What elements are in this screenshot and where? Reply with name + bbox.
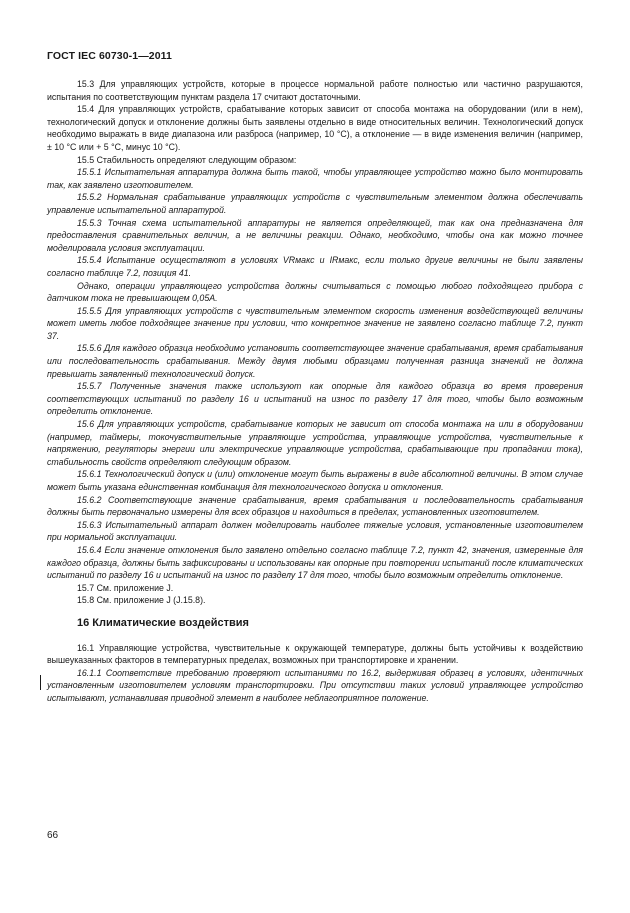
paragraph-15-6: 15.6 Для управляющих устройств, срабатывание которых не зависит от способа монтажа на или в оборудовании (например, таймеры, токочувствительные управляющие устройства, управляющие устройства, чувствительные к напряжению, регуляторы энергии или электрические управляющие устройства, срабатывающие при пропадании тока), стабильность свойств определяют следующим образом. bbox=[47, 419, 583, 467]
paragraph-16-1-1: 16.1.1 Соответствие требованию проверяют испытаниями по 16.2, выдерживая образец в условиях, идентичных установленным изготовителем условиям транспортировки. При отсутствии таких условий управляющее устройство испытывают, устанавливая приводной элемент в наиболее неблагоприятное положение. bbox=[47, 667, 583, 703]
paragraph-15-6-3: 15.6.3 Испытательный аппарат должен моделировать наиболее тяжелые условия, установленные изготовителем при нормальной эксплуатации. bbox=[47, 519, 583, 543]
paragraph-15-5-6: 15.5.6 Для каждого образца необходимо установить соответствующее значение срабатывания, время срабатывания или последовательность срабатывания. Между двумя любыми образцами полученная разница значений не должна превышать заявленный технологический допуск. bbox=[47, 343, 583, 379]
paragraph-15-6-1: 15.6.1 Технологический допуск и (или) отклонение могут быть выражены в виде абсолютной величины. В этом случае может быть указана единственная комбинация для технологического допуска и отклонения. bbox=[47, 469, 583, 492]
paragraph-15-6-4: 15.6.4 Если значение отклонения было заявлено отдельно согласно таблице 7.2, пункт 42, значения, измеренные для каждого образца, должны быть зафиксированы и использованы как опорные при повторении испытаний после климатических испытаний по разделу 16 и испытаний на износ по разделу 17 для того, чтобы было возможным определить отклонение. bbox=[47, 544, 583, 581]
section-16-title: 16 Климатические воздействия bbox=[77, 616, 249, 629]
paragraph-15-5-5: 15.5.5 Для управляющих устройств с чувствительным элементом скорость изменения воздействующей величины может иметь любое подходящее значение при условии, что конкретное значение не заявлено согласно таблице 7.2, пункт 37. bbox=[47, 305, 583, 341]
change-bar bbox=[40, 675, 41, 690]
paragraph-16-1: 16.1 Управляющие устройства, чувствительные к окружающей температуре, должны быть устойчивы к воздействию вышеуказанных факторов в температурных пределах, возможных при транспортировке и хранении. bbox=[47, 642, 583, 666]
paragraph-15-5-3: 15.5.3 Точная схема испытательной аппаратуры не является определяющей, так как она предназначена для предоставления сравнительных величин, а не величины реакции. Однако, необходимо, чтобы она как можно точнее моделировала условия эксплуатации. bbox=[47, 217, 583, 253]
page-number: 66 bbox=[47, 830, 59, 841]
paragraph-15-5-2: 15.5.2 Нормальная срабатывание управляющих устройств с чувствительным элементом должна обеспечивать управление испытательной аппаратурой. bbox=[47, 192, 583, 215]
paragraph-15-6-2: 15.6.2 Соответствующие значение срабатывания, время срабатывания и последовательность срабатывания должны быть первоначально измерены для всех образцов и находиться в пределах, установленных изготовителем. bbox=[47, 494, 583, 518]
paragraph-15-8: 15.8 См. приложение J (J.15.8). bbox=[77, 595, 206, 606]
paragraph-15-3: 15.3 Для управляющих устройств, которые в процессе нормальной работе полностью или частично разрушаются, испытания по соответствующим пунктам раздела 17 считают достаточными. bbox=[47, 79, 583, 102]
paragraph-15-5-4: 15.5.4 Испытание осуществляют в условиях VRмакс и IRмакс, если только другие величины не были заявлены согласно таблице 7.2, позиция 41. bbox=[47, 255, 583, 278]
document-header: ГОСТ IEC 60730-1—2011 bbox=[47, 50, 172, 62]
paragraph-15-5-7: 15.5.7 Полученные значения также используют как опорные для каждого образца во время проверения соответствующих испытаний по разделу 16 и испытаний на износ по разделу 17 для того, чтобы было возможным определить отклонение. bbox=[47, 381, 583, 417]
paragraph-15-7: 15.7 См. приложение J. bbox=[77, 582, 174, 593]
paragraph-15-5-4-note: Однако, операции управляющего устройства должны считываться с помощью любого подходящего прибора с датчиком тока не превышающем 0,05А. bbox=[47, 280, 583, 304]
paragraph-15-5-1: 15.5.1 Испытательная аппаратура должна быть такой, чтобы управляющее устройство можно было монтировать так, как заявлено изготовителем. bbox=[47, 167, 583, 190]
section-gap bbox=[47, 607, 583, 617]
document-body bbox=[47, 78, 583, 705]
paragraph-15-5: 15.5 Стабильность определяют следующим образом: bbox=[77, 154, 297, 165]
paragraph-15-4: 15.4 Для управляющих устройств, срабатывание которых зависит от способа монтажа на оборудовании (или в нем), технологический допуск и отклонение должны быть заявлены отдельно в виде относительных величин. Технологический допуск необходимо выражать в виде диапазона или разброса (например, 10 °С), а отклонение — в виде изменения величин (например, ± 10 °С или + 5 °С, минус 10 °С). bbox=[47, 104, 583, 152]
